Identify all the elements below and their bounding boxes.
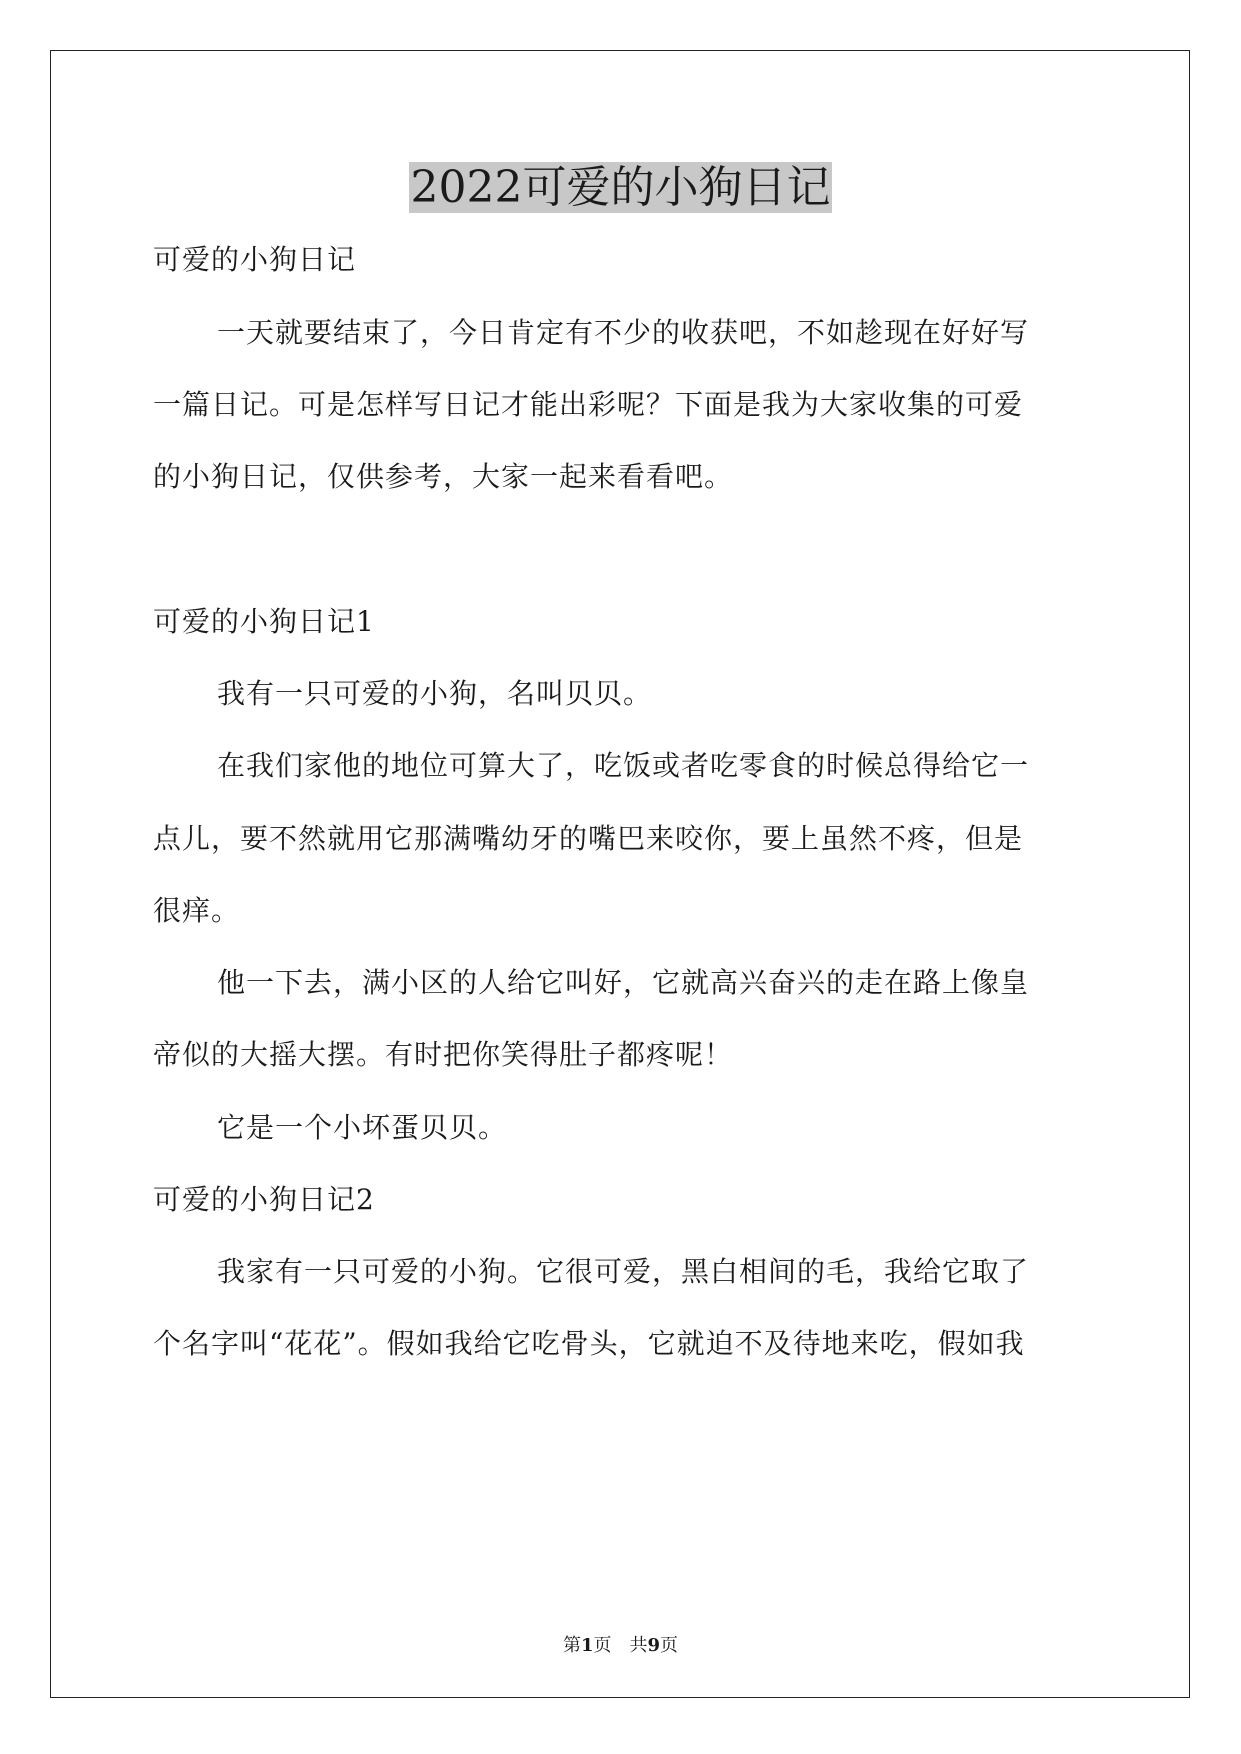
- section-heading: 可爱的小狗日记2: [153, 1183, 375, 1216]
- section-heading: 可爱的小狗日记1: [153, 605, 375, 638]
- paragraph-line: 我家有一只可爱的小狗。它很可爱，黑白相间的毛，我给它取了: [217, 1255, 1030, 1288]
- paragraph-line: 的小狗日记，仅供参考，大家一起来看看吧。: [153, 460, 734, 493]
- page-border: [50, 50, 1190, 1698]
- footer-prefix: 第: [562, 1635, 581, 1656]
- section-heading: 可爱的小狗日记: [153, 243, 357, 276]
- paragraph-line: 个名字叫“花花”。假如我给它吃骨头，它就迫不及待地来吃，假如我: [153, 1327, 1025, 1360]
- paragraph-line: 我有一只可爱的小狗，名叫贝贝。: [217, 677, 653, 710]
- current-page-number: 1: [580, 1635, 594, 1656]
- page-footer: [0, 1634, 1241, 1658]
- title-highlight: 2022可爱的小狗日记: [410, 162, 831, 213]
- footer-mid: 页 共: [593, 1635, 648, 1656]
- paragraph-line: 他一下去，满小区的人给它叫好，它就高兴奋兴的走在路上像皇: [217, 966, 1030, 999]
- footer-suffix: 页: [660, 1635, 679, 1656]
- paragraph-line: 一天就要结束了，今日肯定有不少的收获吧，不如趁现在好好写: [217, 316, 1030, 349]
- paragraph-line: 一篇日记。可是怎样写日记才能出彩呢？下面是我为大家收集的可爱: [153, 388, 1024, 421]
- paragraph-line: 它是一个小坏蛋贝贝。: [217, 1111, 508, 1144]
- paragraph-line: 很痒。: [153, 894, 241, 927]
- paragraph-line: 帝似的大摇大摆。有时把你笑得肚子都疼呢！: [153, 1038, 734, 1071]
- total-page-number: 9: [647, 1635, 661, 1656]
- paragraph-line: 点儿，要不然就用它那满嘴幼牙的嘴巴来咬你，要上虽然不疼，但是: [153, 822, 1024, 855]
- document-title: [0, 160, 1241, 216]
- paragraph-line: 在我们家他的地位可算大了，吃饭或者吃零食的时候总得给它一: [217, 749, 1030, 782]
